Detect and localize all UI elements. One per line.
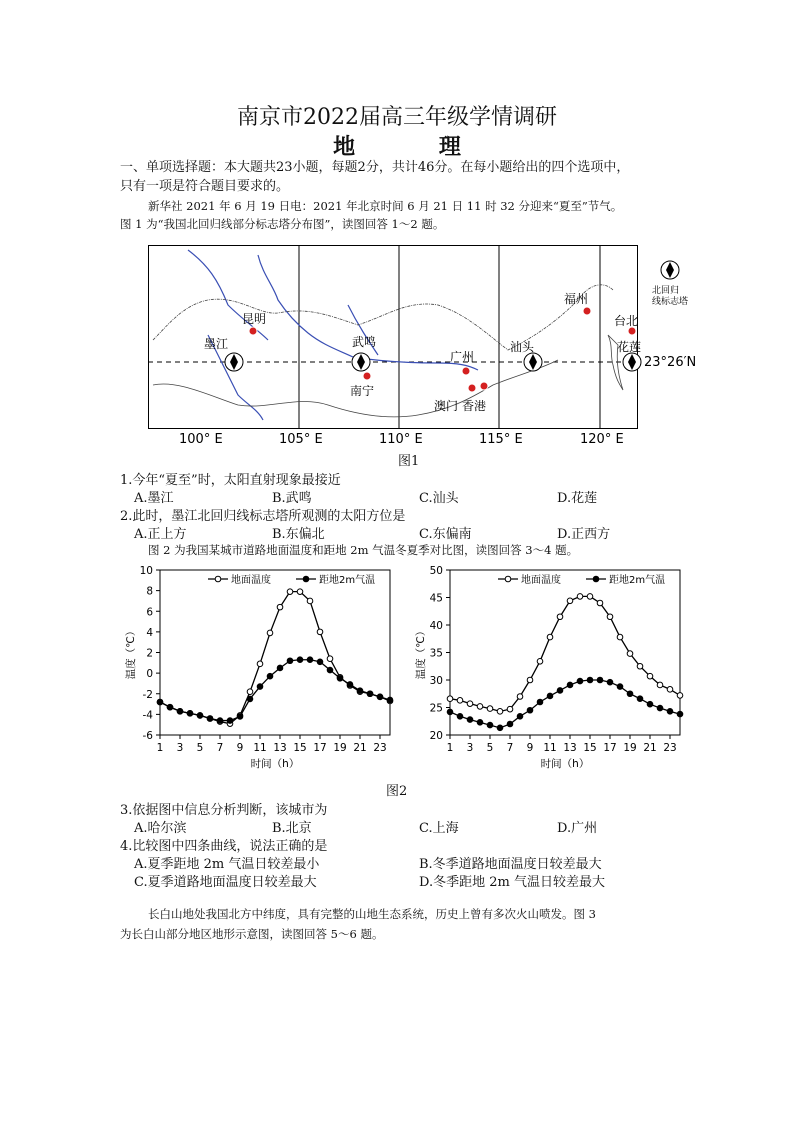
- city-dot-nanning: [363, 372, 371, 380]
- latitude-label: 23°26′N: [644, 355, 697, 370]
- data-point: [297, 657, 303, 663]
- data-point: [587, 594, 593, 600]
- q3-option-d: D.广州: [557, 821, 598, 836]
- x-tick-label: 11: [253, 742, 267, 754]
- longitude-label: 115° E: [479, 432, 523, 445]
- data-point: [367, 691, 373, 697]
- data-point: [457, 714, 463, 720]
- data-point: [527, 677, 533, 683]
- data-point: [547, 634, 553, 640]
- series-line: [160, 592, 390, 724]
- data-point: [207, 716, 213, 722]
- data-point: [617, 634, 623, 640]
- q3-option-a: A.哈尔滨: [134, 821, 187, 836]
- data-point: [537, 699, 543, 705]
- y-tick-label: 40: [429, 620, 443, 632]
- subject-title: 地 理: [333, 134, 499, 160]
- figure2-caption: 图2: [386, 784, 408, 799]
- data-point: [597, 677, 603, 683]
- data-point: [497, 725, 503, 731]
- data-point: [267, 673, 273, 679]
- series-line: [450, 596, 680, 711]
- data-point: [627, 651, 633, 657]
- city-label-hongkong: 香港: [462, 399, 487, 413]
- x-tick-label: 15: [293, 742, 307, 754]
- x-tick-label: 21: [643, 742, 657, 754]
- data-point: [637, 696, 643, 702]
- data-point: [517, 714, 523, 720]
- city-label-fuzhou: 福州: [564, 292, 589, 306]
- q2-option-c: C.东偏南: [419, 527, 472, 542]
- x-tick-label: 7: [506, 742, 514, 754]
- x-tick-label: 13: [563, 742, 577, 754]
- section-instructions-line2: 只有一项是符合题目要求的。: [120, 179, 290, 194]
- y-tick-label: 35: [429, 647, 443, 660]
- q1-option-d: D.花莲: [557, 491, 598, 506]
- data-point: [577, 594, 583, 600]
- data-point: [297, 589, 303, 595]
- data-point: [177, 708, 183, 714]
- q1-option-a: A.墨江: [134, 491, 174, 506]
- data-point: [257, 661, 263, 667]
- data-point: [607, 614, 613, 620]
- data-point: [187, 711, 193, 717]
- legend-label: 地面温度: [231, 575, 271, 586]
- data-point: [547, 693, 553, 699]
- q2-option-b: B.东偏北: [272, 527, 325, 542]
- x-tick-label: 17: [603, 742, 617, 754]
- data-point: [667, 687, 673, 693]
- data-point: [467, 717, 473, 723]
- x-tick-label: 19: [333, 742, 347, 754]
- x-tick-label: 9: [236, 742, 244, 754]
- plot-frame: [160, 570, 390, 735]
- x-tick-label: 1: [156, 742, 164, 754]
- data-point: [567, 598, 573, 604]
- city-dot-guangzhou: [462, 367, 470, 375]
- data-point: [487, 722, 493, 728]
- data-point: [377, 694, 383, 700]
- data-point: [387, 697, 393, 703]
- q3-stem: 3.依据图中信息分析判断，该城市为: [120, 803, 328, 818]
- data-point: [327, 656, 333, 662]
- data-point: [167, 704, 173, 710]
- legend-tower-icon: [661, 261, 679, 279]
- x-axis-label: 时间（h）: [540, 758, 590, 770]
- q2-stem: 2.此时，墨江北回归线标志塔所观测的太阳方位是: [120, 509, 406, 524]
- y-tick-label: 4: [146, 626, 153, 639]
- data-point: [667, 709, 673, 715]
- data-point: [157, 699, 163, 705]
- y-tick-label: -2: [142, 688, 153, 701]
- city-dot-hongkong: [480, 382, 488, 390]
- data-point: [317, 629, 323, 635]
- data-point: [657, 682, 663, 688]
- legend-marker: [303, 576, 309, 582]
- x-tick-label: 5: [486, 742, 494, 754]
- q4-option-c: C.夏季道路地面温度日较差最大: [134, 875, 317, 890]
- city-dot-taipei: [628, 327, 636, 335]
- data-point: [247, 689, 253, 695]
- y-tick-label: -6: [142, 730, 153, 742]
- legend-label-line2: 线标志塔: [652, 297, 689, 307]
- city-label-wuming: 武鸣: [352, 335, 377, 349]
- city-dot-fuzhou: [583, 307, 591, 315]
- data-point: [647, 701, 653, 707]
- y-tick-label: 2: [146, 647, 153, 660]
- data-point: [257, 684, 263, 690]
- data-point: [197, 713, 203, 719]
- y-tick-label: 25: [429, 702, 443, 715]
- tower-marker-shantou: [524, 353, 542, 371]
- data-point: [577, 678, 583, 684]
- y-tick-label: 8: [146, 585, 153, 598]
- x-tick-label: 23: [663, 742, 677, 754]
- legend-marker: [593, 576, 599, 582]
- data-point: [677, 711, 683, 717]
- q1-option-b: B.武鸣: [272, 491, 312, 506]
- data-point: [347, 682, 353, 688]
- x-tick-label: 19: [623, 742, 637, 754]
- data-point: [617, 684, 623, 690]
- figure1-caption: 图1: [398, 454, 420, 469]
- data-point: [527, 707, 533, 713]
- data-point: [247, 696, 253, 702]
- q4-option-a: A.夏季距地 2m 气温日较差最小: [134, 857, 320, 872]
- x-tick-label: 11: [543, 742, 557, 754]
- y-tick-label: 45: [429, 592, 443, 605]
- longitude-label: 110° E: [379, 432, 423, 445]
- q1-option-c: C.汕头: [419, 491, 459, 506]
- intro3-line2: 为长白山部分地区地形示意图，读图回答 5～6 题。: [120, 927, 384, 941]
- data-point: [477, 720, 483, 726]
- q4-option-d: D.冬季距地 2m 气温日较差最大: [419, 875, 605, 890]
- section-instructions-line1: 一、单项选择题：本大题共23小题，每题2分，共计46分。在每小题给出的四个选项中，: [120, 160, 630, 175]
- figure1-map: [148, 245, 698, 445]
- legend-marker: [505, 576, 511, 582]
- data-point: [557, 688, 563, 694]
- winter-temperature-chart: [118, 562, 398, 782]
- data-point: [597, 600, 603, 606]
- data-point: [357, 688, 363, 694]
- city-label-guangzhou: 广州: [450, 350, 475, 364]
- data-point: [317, 659, 323, 665]
- city-label-mojiang: 墨江: [204, 337, 229, 351]
- data-point: [287, 658, 293, 664]
- city-label-macau: 澳门: [434, 399, 459, 413]
- city-label-kunming: 昆明: [242, 312, 267, 326]
- data-point: [627, 691, 633, 697]
- longitude-label: 120° E: [580, 432, 624, 445]
- data-point: [277, 665, 283, 671]
- data-point: [607, 679, 613, 685]
- city-dot-kunming: [249, 327, 257, 335]
- q2-option-d: D.正西方: [557, 527, 611, 542]
- plot-frame: [450, 570, 680, 735]
- page-title: 南京市2022届高三年级学情调研: [237, 105, 557, 130]
- y-tick-label: 20: [429, 730, 443, 742]
- data-point: [227, 718, 233, 724]
- data-point: [237, 714, 243, 720]
- data-point: [587, 677, 593, 683]
- tower-marker-hualien: [623, 353, 641, 371]
- q4-stem: 4.比较图中四条曲线，说法正确的是: [120, 839, 328, 854]
- y-tick-label: 50: [429, 565, 443, 577]
- data-point: [447, 709, 453, 715]
- data-point: [467, 701, 473, 707]
- data-point: [507, 706, 513, 712]
- data-point: [567, 682, 573, 688]
- x-axis-label: 时间（h）: [250, 758, 300, 770]
- y-tick-label: -4: [142, 709, 153, 722]
- y-tick-label: 30: [429, 675, 443, 687]
- intro3-line1: 长白山地处我国北方中纬度，具有完整的山地生态系统，历史上曾有多次火山喷发。图 3: [148, 907, 596, 921]
- data-point: [337, 675, 343, 681]
- x-tick-label: 5: [196, 742, 204, 754]
- legend-label-line1: 北回归: [652, 286, 680, 296]
- x-tick-label: 23: [373, 742, 387, 754]
- data-point: [307, 657, 313, 663]
- series-line: [160, 660, 390, 721]
- q3-option-b: B.北京: [272, 821, 312, 836]
- data-point: [217, 718, 223, 724]
- intro1-line1: 新华社 2021 年 6 月 19 日电：2021 年北京时间 6 月 21 日 11 时 32 分迎来“夏至”节气。: [148, 199, 623, 213]
- y-tick-label: 6: [146, 606, 153, 619]
- city-label-shantou: 汕头: [510, 340, 535, 354]
- y-tick-label: 0: [146, 668, 153, 681]
- data-point: [497, 709, 503, 715]
- x-tick-label: 17: [313, 742, 327, 754]
- q2-option-a: A.正上方: [134, 527, 187, 542]
- legend-label: 地面温度: [521, 575, 561, 586]
- x-tick-label: 13: [273, 742, 287, 754]
- x-tick-label: 1: [446, 742, 454, 754]
- y-axis-label: 温度（℃）: [415, 625, 427, 680]
- x-tick-label: 9: [526, 742, 534, 754]
- data-point: [477, 704, 483, 710]
- tower-marker-wuming: [352, 353, 370, 371]
- q1-stem: 1.今年“夏至”时，太阳直射现象最接近: [120, 473, 341, 488]
- data-point: [657, 705, 663, 711]
- river-path: [188, 250, 268, 340]
- data-point: [267, 630, 273, 636]
- data-point: [557, 614, 563, 620]
- intro1-line2: 图 1 为“我国北回归线部分标志塔分布图”，读图回答 1～2 题。: [120, 217, 445, 231]
- data-point: [327, 667, 333, 673]
- longitude-label: 105° E: [279, 432, 323, 445]
- data-point: [307, 598, 313, 604]
- x-tick-label: 7: [216, 742, 224, 754]
- data-point: [457, 698, 463, 704]
- tower-marker-mojiang: [225, 353, 243, 371]
- data-point: [447, 696, 453, 702]
- data-point: [277, 604, 283, 610]
- city-dot-macau: [468, 384, 476, 392]
- q4-option-b: B.冬季道路地面温度日较差最大: [419, 857, 602, 872]
- x-tick-label: 3: [176, 742, 184, 754]
- intro2-line1: 图 2 为我国某城市道路地面温度和距地 2m 气温冬夏季对比图，读图回答 3～4 题。: [148, 543, 579, 557]
- data-point: [537, 659, 543, 665]
- legend-label: 距地2m气温: [609, 575, 666, 586]
- y-axis-label: 温度（℃）: [125, 625, 137, 680]
- series-line: [450, 680, 680, 728]
- city-label-nanning: 南宁: [350, 384, 375, 398]
- city-label-taipei: 台北: [614, 314, 639, 328]
- x-tick-label: 21: [353, 742, 367, 754]
- city-label-hualien: 花莲: [617, 340, 642, 354]
- river-path: [258, 255, 478, 370]
- q3-option-c: C.上海: [419, 821, 459, 836]
- legend-marker: [215, 576, 221, 582]
- data-point: [637, 663, 643, 669]
- data-point: [677, 693, 683, 699]
- y-tick-label: 10: [139, 565, 153, 577]
- summer-temperature-chart: [408, 562, 688, 782]
- data-point: [487, 706, 493, 712]
- data-point: [287, 589, 293, 595]
- x-tick-label: 3: [466, 742, 474, 754]
- data-point: [507, 721, 513, 727]
- legend-label: 距地2m气温: [319, 575, 376, 586]
- x-tick-label: 15: [583, 742, 597, 754]
- data-point: [517, 694, 523, 700]
- data-point: [647, 673, 653, 679]
- longitude-label: 100° E: [179, 432, 223, 445]
